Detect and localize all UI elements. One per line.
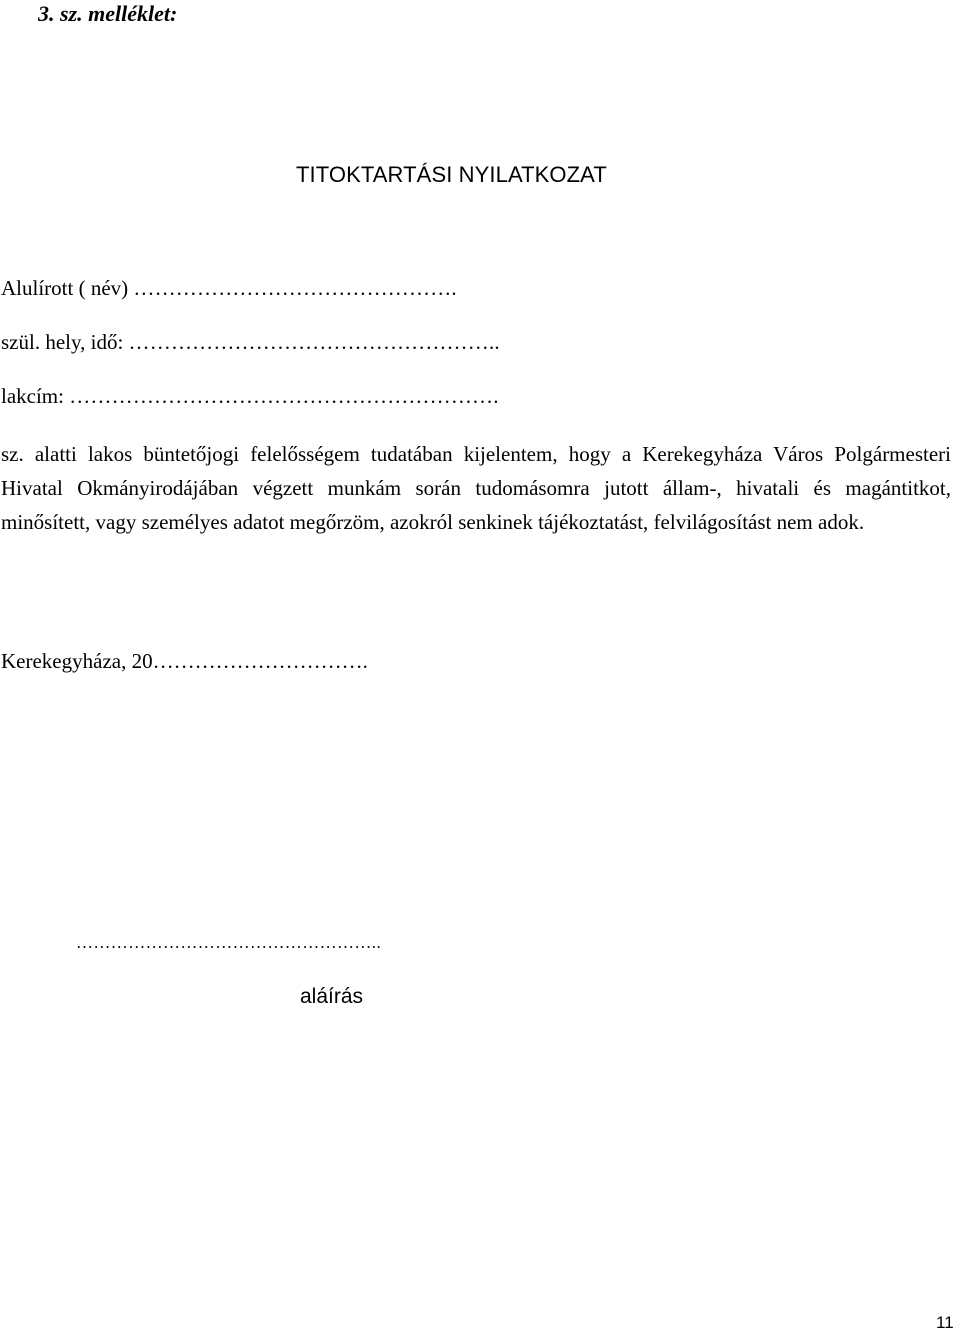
address-label: lakcím:: [1, 384, 64, 408]
place-date: Kerekegyháza, 20………………………….: [1, 649, 368, 673]
address-field: [1, 383, 499, 409]
birth-blank: ……………………………………………..: [128, 330, 500, 354]
signature-label: aláírás: [300, 985, 364, 1008]
document-title: TITOKTARTÁSI NYILATKOZAT: [296, 162, 607, 187]
annex-label: 3. sz. melléklet:: [38, 1, 178, 26]
address-blank: …………………………………………………….: [69, 384, 499, 408]
name-label: Alulírott ( név): [1, 276, 129, 300]
signature-line: ……………………………………………..: [76, 933, 382, 952]
declaration-paragraph: sz. alatti lakos büntetőjogi felelősségem tudatában kijelentem, hogy a Kerekegyháza Város Polgármesteri Hivatal Okmányirodájában végzett munkám során tudomásomra jutott állam-, hivatali és magántitkot, minősített, vagy személyes adatot megőrzöm, azokról senkinek tájékoztatást, felvilágosítást nem adok.: [1, 442, 951, 534]
page-number: 11: [936, 1313, 954, 1332]
birth-label: szül. hely, idő:: [1, 330, 124, 354]
name-field: [1, 275, 457, 301]
birth-field: [1, 329, 500, 355]
name-blank: ……………………………………….: [133, 276, 457, 300]
